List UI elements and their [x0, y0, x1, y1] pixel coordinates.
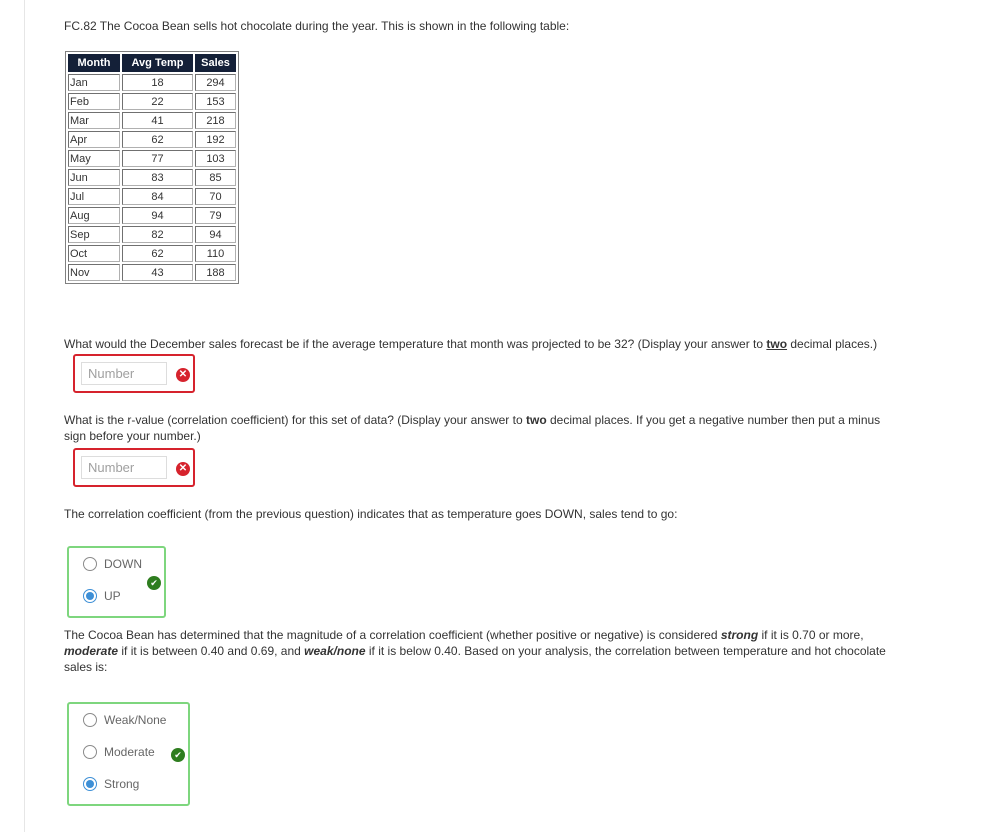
radio-button-selected[interactable]	[83, 589, 97, 603]
month-cell: Jun	[68, 169, 120, 186]
option-moderate[interactable]	[83, 745, 155, 759]
month-cell: Aug	[68, 207, 120, 224]
temp-cell: 94	[122, 207, 193, 224]
month-cell: Feb	[68, 93, 120, 110]
column-header-month: Month	[68, 54, 120, 72]
sales-cell: 188	[195, 264, 236, 281]
radio-button-selected[interactable]	[83, 777, 97, 791]
sales-cell: 94	[195, 226, 236, 243]
sales-cell: 110	[195, 245, 236, 262]
sales-cell: 192	[195, 131, 236, 148]
sales-cell: 103	[195, 150, 236, 167]
question-4-text	[64, 627, 894, 675]
correct-check-icon: ✔	[147, 576, 161, 590]
term-strong: strong	[720, 628, 759, 642]
intro-text: FC.82 The Cocoa Bean sells hot chocolate during the year. This is shown in the following table:	[64, 19, 570, 33]
question-3-options	[67, 546, 166, 618]
question-1-text	[64, 336, 877, 352]
temp-cell: 62	[122, 245, 193, 262]
option-label: Weak/None	[104, 713, 167, 727]
question-2-answer-box	[73, 448, 195, 487]
question-1-answer-box	[73, 354, 195, 393]
table-header-row	[68, 54, 236, 72]
table-row	[68, 131, 236, 148]
question-4-text-part: if it is between 0.40 and 0.69, and	[118, 644, 305, 658]
option-label: Moderate	[104, 745, 155, 759]
month-cell: Jul	[68, 188, 120, 205]
question-2-text-part: decimal places. If you get a negative number then put a minus sign before your number.)	[64, 413, 881, 443]
option-up[interactable]	[83, 589, 121, 603]
table-row	[68, 112, 236, 129]
table-row	[68, 169, 236, 186]
sales-cell: 70	[195, 188, 236, 205]
question-2-number-input[interactable]	[81, 456, 167, 479]
question-1-number-input[interactable]	[81, 362, 167, 385]
term-moderate: moderate	[64, 644, 119, 658]
temp-cell: 84	[122, 188, 193, 205]
table-row	[68, 245, 236, 262]
radio-button[interactable]	[83, 713, 97, 727]
question-4-text-part: if it is 0.70 or more,	[758, 628, 864, 642]
question-4-options	[67, 702, 190, 806]
option-strong[interactable]	[83, 777, 139, 791]
sales-cell: 294	[195, 74, 236, 91]
temp-cell: 18	[122, 74, 193, 91]
table-row	[68, 74, 236, 91]
column-header-avg-temp: Avg Temp	[122, 54, 193, 72]
column-header-sales: Sales	[195, 54, 236, 72]
incorrect-icon: ✕	[176, 368, 190, 382]
option-label: Strong	[104, 777, 140, 791]
question-1-emphasis: two	[766, 337, 788, 351]
temp-cell: 41	[122, 112, 193, 129]
question-3-text: The correlation coefficient (from the previous question) indicates that as temperature goes DOWN, sales tend to go:	[64, 507, 678, 521]
table-row	[68, 150, 236, 167]
table-row	[68, 226, 236, 243]
correct-check-icon: ✔	[171, 748, 185, 762]
table-row	[68, 264, 236, 281]
question-4-text-part: The Cocoa Bean has determined that the magnitude of a correlation coefficient (whether positive or negative) is considered	[64, 628, 721, 642]
month-cell: May	[68, 150, 120, 167]
data-table	[65, 51, 239, 284]
option-label: UP	[104, 589, 121, 603]
month-cell: Sep	[68, 226, 120, 243]
month-cell: Oct	[68, 245, 120, 262]
temp-cell: 83	[122, 169, 193, 186]
month-cell: Jan	[68, 74, 120, 91]
option-weak-none[interactable]	[83, 713, 166, 727]
table-row	[68, 93, 236, 110]
sales-cell: 153	[195, 93, 236, 110]
month-cell: Mar	[68, 112, 120, 129]
temp-cell: 62	[122, 131, 193, 148]
table-row	[68, 207, 236, 224]
question-4-text-part: if it is below 0.40. Based on your analysis, the correlation between temperature and hot chocolate sales is:	[64, 644, 886, 674]
question-2-text-part: What is the r-value (correlation coefficient) for this set of data? (Display your answer to	[64, 413, 526, 427]
table-row	[68, 188, 236, 205]
left-divider	[24, 0, 25, 832]
temp-cell: 22	[122, 93, 193, 110]
temp-cell: 82	[122, 226, 193, 243]
temp-cell: 43	[122, 264, 193, 281]
question-2-text	[64, 412, 894, 444]
option-label: DOWN	[104, 557, 142, 571]
sales-cell: 218	[195, 112, 236, 129]
incorrect-icon: ✕	[176, 462, 190, 476]
sales-cell: 85	[195, 169, 236, 186]
question-2-emphasis: two	[525, 413, 547, 427]
question-1-text-part: What would the December sales forecast be if the average temperature that month was projected to be 32? (Display your answer to	[64, 337, 767, 351]
option-down[interactable]	[83, 557, 142, 571]
radio-button[interactable]	[83, 745, 97, 759]
term-weak-none: weak/none	[304, 644, 366, 658]
question-1-text-part: decimal places.)	[787, 337, 878, 351]
question-content	[64, 18, 894, 791]
temp-cell: 77	[122, 150, 193, 167]
sales-cell: 79	[195, 207, 236, 224]
radio-button[interactable]	[83, 557, 97, 571]
month-cell: Nov	[68, 264, 120, 281]
month-cell: Apr	[68, 131, 120, 148]
